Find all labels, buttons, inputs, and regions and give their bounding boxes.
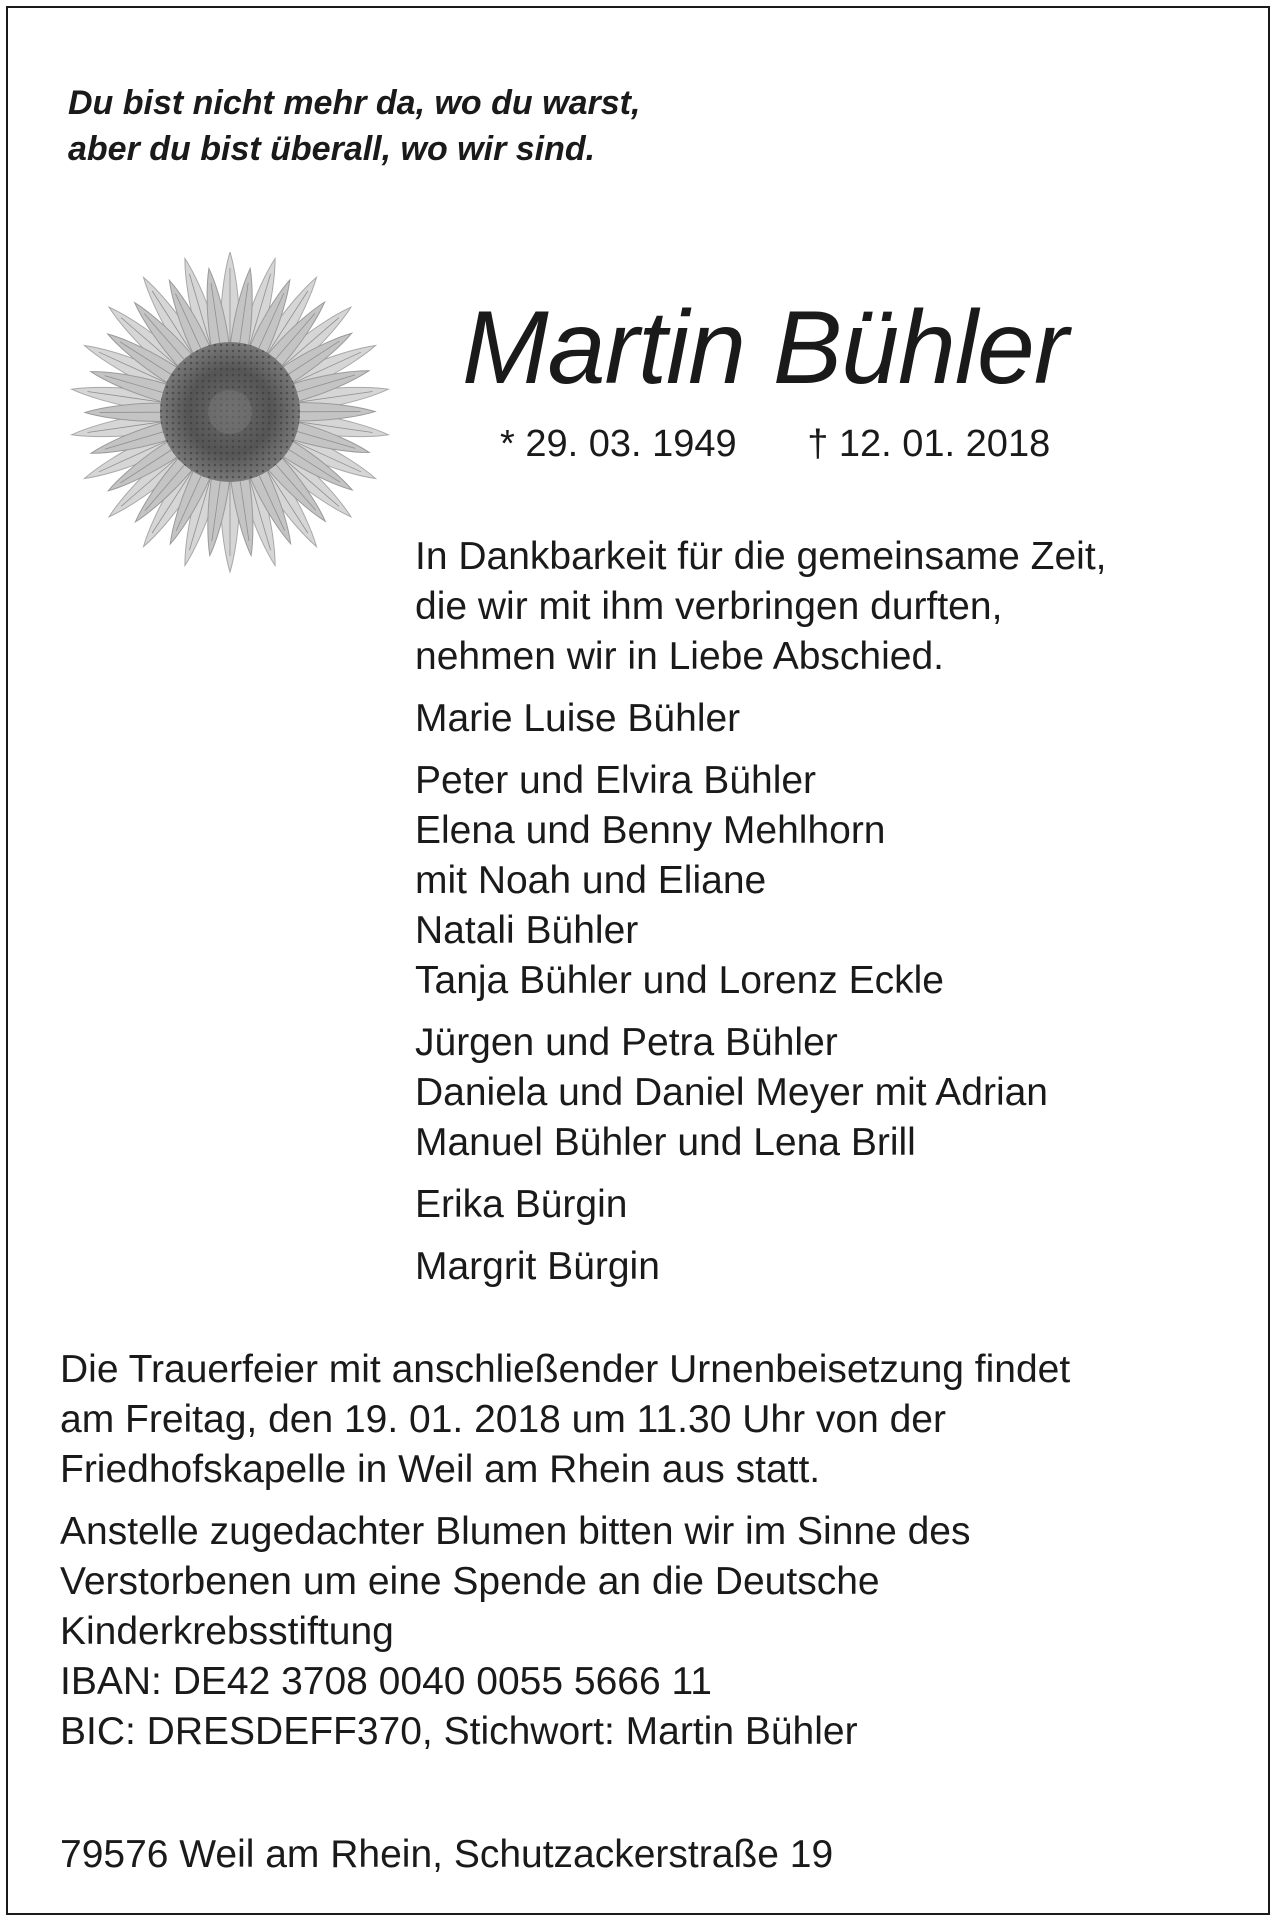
motto-line-2: aber du bist überall, wo wir sind. <box>68 130 596 168</box>
mourner-name: Tanja Bühler und Lorenz Eckle <box>415 959 944 1002</box>
mourner-name: Erika Bürgin <box>415 1183 628 1226</box>
death-date: † 12. 01. 2018 <box>807 423 1051 465</box>
mourner-name: mit Noah und Eliane <box>415 859 767 902</box>
donation-text <box>60 1507 1070 1757</box>
ceremony-line: Die Trauerfeier mit anschließender Urnenbeisetzung findet <box>60 1348 1071 1391</box>
donation-line: Kinderkrebsstiftung <box>60 1610 394 1653</box>
mourner-name: Peter und Elvira Bühler <box>415 759 817 802</box>
birth-date: * 29. 03. 1949 <box>500 423 737 465</box>
gratitude-line: In Dankbarkeit für die gemeinsame Zeit, <box>415 535 1107 578</box>
ceremony-line: am Freitag, den 19. 01. 2018 um 11.30 Uhr von der <box>60 1398 946 1441</box>
motto <box>68 80 640 172</box>
mourner-name: Margrit Bürgin <box>415 1245 660 1288</box>
deceased-name: Martin Bühler <box>462 290 1068 406</box>
donation-line: Verstorbenen um eine Spende an die Deutsche <box>60 1560 880 1603</box>
ceremony-info <box>60 1345 1070 1769</box>
ceremony-text <box>60 1345 1070 1495</box>
bic-line: BIC: DRESDEFF370, Stichwort: Martin Bühler <box>60 1710 858 1753</box>
life-dates <box>500 420 1050 468</box>
mourner-name: Natali Bühler <box>415 909 639 952</box>
mourner-name: Manuel Bühler und Lena Brill <box>415 1121 916 1164</box>
mourner-group <box>415 1018 1107 1168</box>
address: 79576 Weil am Rhein, Schutzackerstraße 19 <box>60 1833 834 1876</box>
mourner-name: Marie Luise Bühler <box>415 697 741 740</box>
gratitude-line: die wir mit ihm verbringen durften, <box>415 585 1003 628</box>
gratitude-line: nehmen wir in Liebe Abschied. <box>415 635 944 678</box>
donation-line: Anstelle zugedachter Blumen bitten wir im Sinne des <box>60 1510 971 1553</box>
mourner-group <box>415 1242 1107 1292</box>
motto-line-1: Du bist nicht mehr da, wo du warst, <box>68 84 641 122</box>
mourner-group <box>415 756 1107 1006</box>
mourning-text <box>415 532 1107 1304</box>
mourner-name: Elena und Benny Mehlhorn <box>415 809 886 852</box>
mourner-group <box>415 1180 1107 1230</box>
mourner-group <box>415 694 1107 744</box>
mourner-name: Jürgen und Petra Bühler <box>415 1021 838 1064</box>
mourner-name: Daniela und Daniel Meyer mit Adrian <box>415 1071 1048 1114</box>
ceremony-line: Friedhofskapelle in Weil am Rhein aus statt. <box>60 1448 821 1491</box>
sunflower-icon <box>62 252 402 582</box>
iban-line: IBAN: DE42 3708 0040 0055 5666 11 <box>60 1660 712 1703</box>
gratitude-text <box>415 532 1107 682</box>
